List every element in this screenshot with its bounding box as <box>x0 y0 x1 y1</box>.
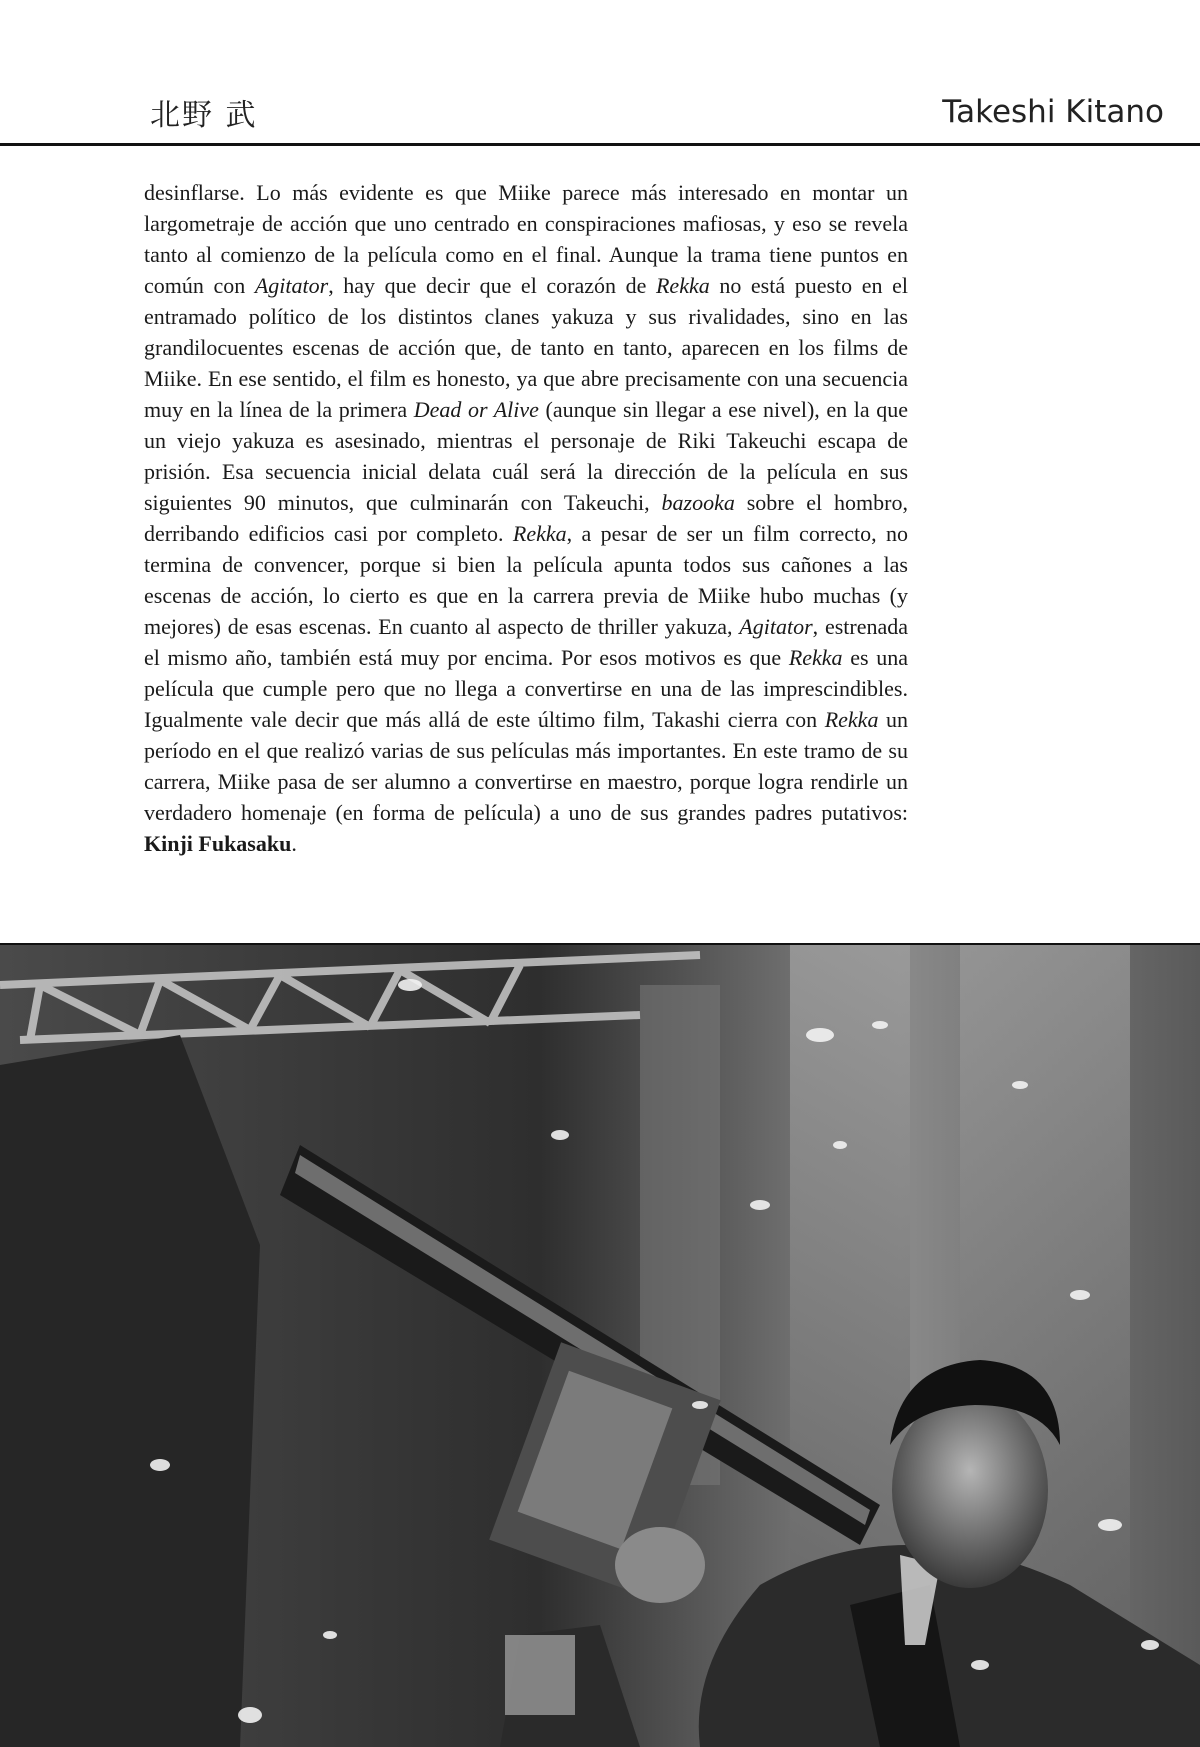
film-title-rekka: Rekka <box>824 707 879 732</box>
page-header <box>0 0 1200 145</box>
director-name-kinji-fukasaku: Kinji Fukasaku <box>144 831 292 856</box>
text-run: , hay que decir que el corazón de <box>328 273 656 298</box>
text-run: es una película que cumple pero que no llega a convertirse en una de las imprescindibles. Igualmente vale decir que más allá de este último film, Takashi cierra con <box>144 645 908 732</box>
text-run: un período en el que realizó varias de sus películas más importantes. En este tramo de su carrera, Miike pasa de ser alumno a convertirse en maestro, porque logra rendirle un verdadero homenaje (en forma de película) a uno de sus grandes padres putativos: <box>144 707 908 825</box>
body-paragraph <box>144 177 908 859</box>
film-still-illustration <box>0 945 1200 1747</box>
text-run: sobre el hombro, derribando edificios casi por completo. <box>144 490 908 546</box>
text-run: . <box>291 831 297 856</box>
japanese-name-heading: 北野 武 <box>150 98 258 133</box>
text-run: , a pesar de ser un film correcto, no termina de convencer, porque si bien la película apunta todos sus cañones a las escenas de acción, lo cierto es que en la carrera previa de Miike hubo muchas (y mejores) de esas escenas. En cuanto al aspecto de thriller yakuza, <box>144 521 908 639</box>
film-still-photo <box>0 943 1200 1747</box>
film-title-agitator: Agitator <box>254 273 329 298</box>
film-title-dead-or-alive: Dead or Alive <box>413 397 539 422</box>
text-run: desinflarse. Lo más evidente es que Miike parece más interesado en montar un largometraje de acción que uno centrado en conspiraciones mafiosas, y eso se revela tanto al comienzo de la película como en el final. Aunque la trama tiene puntos en común con <box>144 180 908 298</box>
film-title-agitator: Agitator <box>739 614 813 639</box>
running-title: Takeshi Kitano <box>942 94 1164 130</box>
text-run: no está puesto en el entramado político de los distintos clanes yakuza y sus rivalidades, sino en las grandilocuentes escenas de acción que, de tanto en tanto, aparecen en los films de Miike. En ese sentido, el film es honesto, ya que abre precisamente con una secuencia muy en la línea de la primera <box>144 273 908 422</box>
film-title-rekka: Rekka <box>512 521 567 546</box>
text-run: (aunque sin llegar a ese nivel), en la que un viejo yakuza es asesinado, mientras el personaje de Riki Takeuchi escapa de prisión. Esa secuencia inicial delata cuál será la dirección de la película en sus siguientes 90 minutos, que culminarán con Takeuchi, <box>144 397 908 515</box>
film-title-rekka: Rekka <box>788 645 843 670</box>
header-divider <box>0 143 1200 146</box>
term-bazooka: bazooka <box>661 490 735 515</box>
text-run: , estrenada el mismo año, también está muy por encima. Por esos motivos es que <box>144 614 909 670</box>
film-title-rekka: Rekka <box>655 273 710 298</box>
